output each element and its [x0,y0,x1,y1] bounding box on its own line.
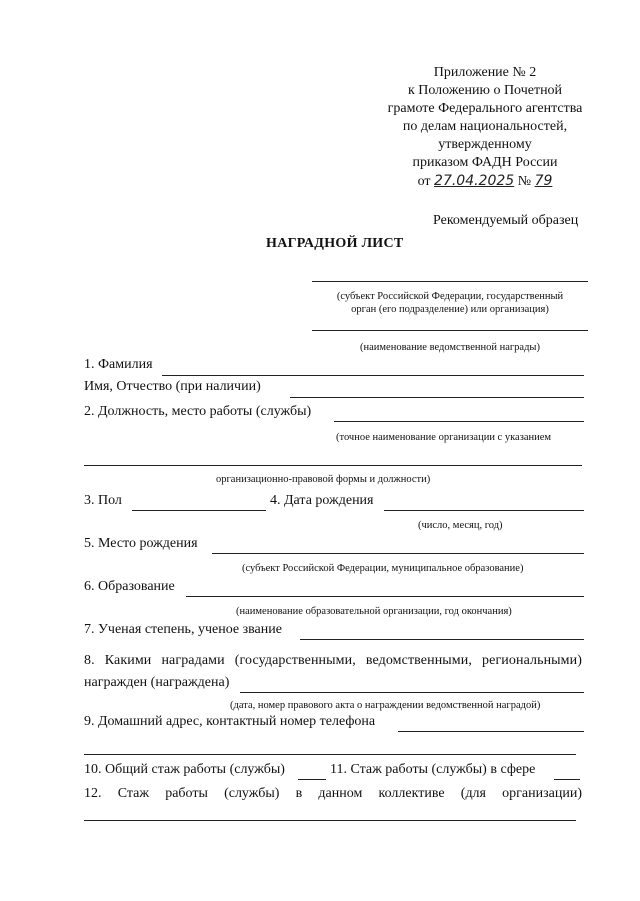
subject-line [312,281,588,282]
education-field-line[interactable] [186,596,584,597]
gender-label: 3. Пол [84,493,122,508]
sphere-experience-label: 11. Стаж работы (службы) в сфере [330,762,536,777]
name-label: Имя, Отчество (при наличии) [84,379,261,394]
team-experience-field-line[interactable] [84,820,576,821]
address-label: 9. Домашний адрес, контактный номер телефона [84,714,376,729]
annex-line: приказом ФАДН России [412,155,558,170]
awards-label-line1 [84,652,582,670]
awards-hint: (дата, номер правового акта о награждении ведомственной наградой) [230,700,541,711]
birth-date-label: 4. Дата рождения [270,493,374,508]
org-form-hint: организационно-правовой формы и должности) [216,474,431,485]
total-experience-field-line[interactable] [298,779,326,780]
position-field-line[interactable] [334,421,584,422]
annex-date-prefix: от [417,174,431,189]
degree-label: 7. Ученая степень, ученое звание [84,622,282,637]
birth-date-field-line[interactable] [384,510,584,511]
awards-field-line[interactable] [240,692,584,693]
birth-date-hint: (число, месяц, год) [418,520,503,531]
position-label: 2. Должность, место работы (службы) [84,404,312,419]
annex-number-prefix: № [517,174,532,189]
annex-title: Приложение № 2 [433,65,537,80]
birth-place-field-line[interactable] [212,553,584,554]
document-title: НАГРАДНОЙ ЛИСТ [266,236,404,251]
org-name-hint: (точное наименование организации с указанием [336,432,552,443]
birth-place-hint: (субъект Российской Федерации, муниципальное образование) [242,563,524,574]
annex-line: к Положению о Почетной [407,83,563,98]
subject-hint: (субъект Российской Федерации, государственный [336,291,564,302]
education-hint: (наименование образовательной организации, год окончания) [236,606,512,617]
annex-line: утвержденному [438,137,532,152]
annex-date-number [360,172,610,191]
annex-line: по делам национальностей, [402,119,568,134]
total-experience-label: 10. Общий стаж работы (службы) [84,762,285,777]
annex-line: грамоте Федерального агентства [387,101,583,116]
name-field-line[interactable] [290,397,584,398]
gender-field-line[interactable] [132,510,266,511]
education-label: 6. Образование [84,579,175,594]
subject-hint-2: орган (его подразделение) или организация) [351,304,549,315]
surname-label: 1. Фамилия [84,357,153,372]
sphere-experience-field-line[interactable] [554,779,580,780]
annex-date-handwritten: 27.04.2025 [434,173,515,189]
team-experience-label: 12. Стаж работы (службы) в данном коллективе (для организации) [84,786,582,801]
address-field-line-2[interactable] [84,754,576,755]
birth-place-label: 5. Место рождения [84,536,198,551]
annex-header [360,64,610,191]
surname-field-line[interactable] [162,375,584,376]
org-field-line[interactable] [84,465,582,466]
awards-label-line2: награжден (награждена) [84,675,230,690]
annex-number-handwritten: 79 [534,173,553,189]
sample-label: Рекомендуемый образец [433,213,579,228]
award-name-hint: (наименование ведомственной награды) [360,342,540,353]
awards-label-text: 8. Какими наградами (государственными, ведомственными, региональными) [84,653,582,668]
address-field-line[interactable] [398,731,584,732]
degree-field-line[interactable] [300,639,584,640]
award-name-line [312,330,588,331]
